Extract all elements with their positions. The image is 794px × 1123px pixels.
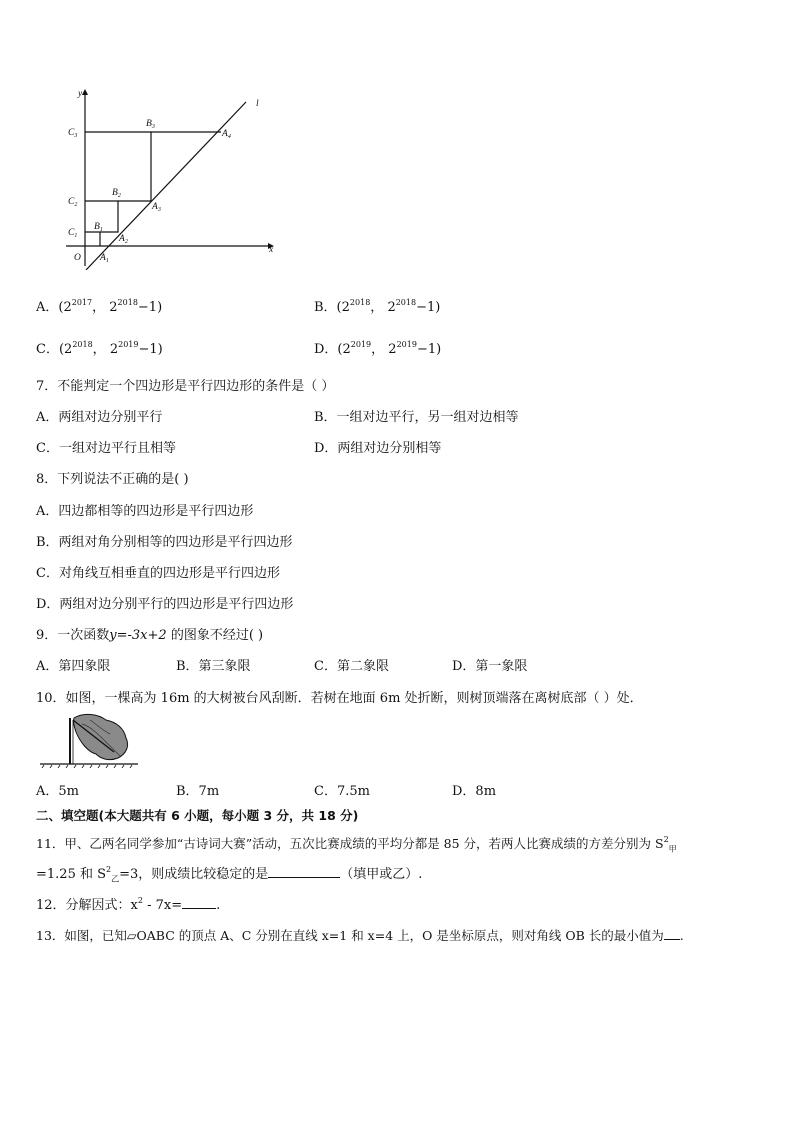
label-y: y: [78, 89, 83, 99]
q7-option-c[interactable]: C．一组对边平行且相等: [36, 441, 176, 456]
q10-option-c[interactable]: C．7.5m: [314, 784, 370, 799]
q9-option-a[interactable]: A．第四象限: [36, 659, 111, 674]
q13-answer-blank[interactable]: [664, 939, 680, 940]
line-l: [86, 102, 246, 270]
q12-answer-blank[interactable]: [182, 908, 216, 909]
q10-stem: 10．如图，一棵高为 16m 的大树被台风刮断．若树在地面 6m 处折断，则树顶端落在离树底部（ ）处．: [36, 691, 643, 706]
label-x: x: [269, 245, 274, 255]
q7-stem: 7．不能判定一个四边形是平行四边形的条件是（ ）: [36, 379, 335, 394]
q11-line1: 11．甲、乙两名同学参加“古诗词大赛”活动，五次比赛成绩的平均分都是 85 分，若两人比赛成绩的方差分别为 $S^2_甲$: [36, 835, 677, 854]
label-A3: $A_3$: [152, 202, 161, 213]
square-1: [85, 232, 100, 246]
square-3: [85, 132, 151, 201]
q10-option-d[interactable]: D．8m: [452, 784, 497, 799]
q6-option-c[interactable]: C．($2^{2018}$， $2^{2019}-1$): [36, 340, 163, 357]
label-B1: $B_1$: [94, 222, 103, 233]
q12-stem: 12．分解因式：$x^2 - 7x=$ .: [36, 896, 221, 913]
q13-stem: 13．如图，已知▱OABC 的顶点 A、C 分别在直线 x=1 和 x=4 上，O 是坐标原点，则对角线 OB 长的最小值为 .: [36, 928, 684, 943]
ground-hatch: [42, 765, 132, 768]
label-l: l: [256, 99, 259, 109]
q9-option-b[interactable]: B．第三象限: [176, 659, 251, 674]
q9-option-d[interactable]: D．第一象限: [452, 659, 528, 674]
label-A4: $A_4$: [222, 129, 231, 140]
q9-stem: 9．一次函数y=-3x+2 的图象不经过( ): [36, 628, 264, 643]
y-arrowhead: [82, 89, 88, 95]
q7-option-a[interactable]: A．两组对边分别平行: [36, 410, 163, 425]
q9-option-c[interactable]: C．第二象限: [314, 659, 389, 674]
label-B3: $B_3$: [146, 119, 155, 130]
label-C3: $C_3$: [68, 128, 78, 139]
label-A1: $A_1$: [100, 253, 109, 264]
q11-line2: =1.25 和 $S^2_乙=3$，则成绩比较稳定的是 （填甲或乙）.: [36, 865, 423, 884]
q8-option-b[interactable]: B．两组对角分别相等的四边形是平行四边形: [36, 535, 293, 550]
section-title-fill-in: 二、填空题(本大题共有 6 小题，每小题 3 分，共 18 分): [36, 808, 359, 823]
q8-option-c[interactable]: C．对角线互相垂直的四边形是平行四边形: [36, 566, 280, 581]
q8-stem: 8．下列说法不正确的是( ): [36, 472, 189, 487]
broken-tree-figure: [40, 712, 140, 768]
q8-option-a[interactable]: A．四边都相等的四边形是平行四边形: [36, 504, 254, 519]
label-C1: $C_1$: [68, 228, 78, 239]
q10-option-a[interactable]: A．5m: [36, 784, 79, 799]
q6-option-d[interactable]: D．($2^{2019}$， $2^{2019}-1$): [314, 340, 442, 357]
label-C2: $C_2$: [68, 197, 78, 208]
staircase-figure: [60, 86, 282, 270]
q8-option-d[interactable]: D．两组对边分别平行的四边形是平行四边形: [36, 597, 294, 612]
label-A2: $A_2$: [119, 234, 128, 245]
label-O: O: [74, 253, 81, 263]
q6-option-b[interactable]: B．($2^{2018}$， $2^{2018}-1$): [314, 298, 441, 315]
label-B2: $B_2$: [112, 188, 121, 199]
q11-answer-blank[interactable]: [268, 877, 340, 878]
q10-option-b[interactable]: B．7m: [176, 784, 220, 799]
q7-option-b[interactable]: B．一组对边平行，另一组对边相等: [314, 410, 519, 425]
q6-option-a[interactable]: A．($2^{2017}$， $2^{2018}-1$): [36, 298, 163, 315]
q7-option-d[interactable]: D．两组对边分别相等: [314, 441, 442, 456]
